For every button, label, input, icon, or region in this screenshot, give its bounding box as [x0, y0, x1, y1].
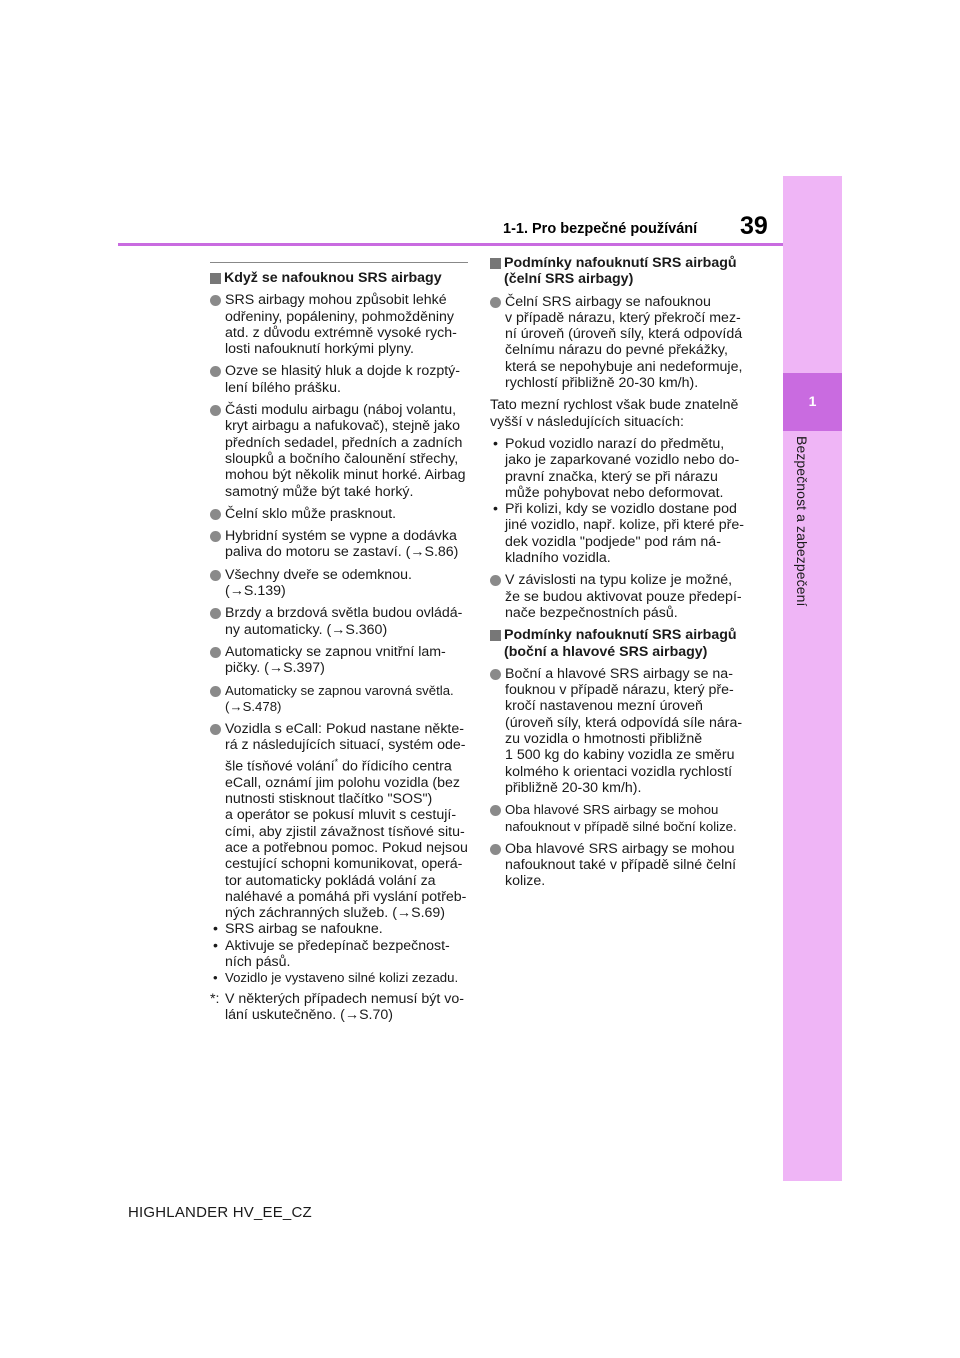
bullet-dot-icon: [210, 295, 221, 306]
bullet-dot-icon: [210, 509, 221, 520]
section-title: 1-1. Pro bezpečné používání: [503, 221, 698, 237]
header-rule: [118, 243, 783, 246]
square-bullet-icon: [210, 273, 221, 284]
bullet-dot-icon: [210, 531, 221, 542]
sub-item: • Při kolizi, kdy se vozidlo dostane pod jiné vozidlo, např. kolize, při které pře- dek vozidla "podjede" pod rám ná- kladního vozidla.: [493, 501, 744, 567]
square-bullet-icon: [490, 630, 501, 641]
footer-model: HIGHLANDER HV_EE_CZ: [128, 1204, 312, 1221]
footnote: *: V některých případech nemusí být vo- lání uskutečněno. (→S.70): [210, 990, 464, 1023]
left-column: [210, 270, 472, 1023]
bullet-dot-icon: [210, 686, 221, 697]
bullet-dot-icon: [210, 405, 221, 416]
bullet-dot-icon: [210, 570, 221, 581]
paragraph: Tato mezní rychlost však bude znatelně vyšší v následujících situacích:: [490, 397, 739, 430]
list-item: V závislosti na typu kolize je možné, že se budou aktivovat pouze předepí- nače bezpečnostních pásů.: [490, 572, 752, 621]
list-item: Všechny dveře se odemknou. (→S.139): [210, 567, 472, 600]
list-item: Ozve se hlasitý hluk a dojde k rozptý- lení bílého prášku.: [210, 363, 472, 396]
list-item: Boční a hlavové SRS airbagy se na- fouknou v případě nárazu, který pře- kročí nastavenou mezní úroveň (úroveň síly, která odpovídá síle nára- zu vozidla o hmotnosti přibližně 1 500 kg do kabiny vozidla ze směru kolmého k orientaci vozidla rychlostí přibližně 20-30 km/h).: [490, 666, 752, 796]
list-item-ecall: Vozidla s eCall: Pokud nastane někte- rá z následujících situací, systém ode- šle tísňové volání* do řídicího centra eCall, oznámí jim polohu vozidla (bez nutnosti stisknout tlačítko "SOS") a operátor se pokusí mluvit s cestují- cími, aby zjistil závažnost tísňové situ- ace a potřebnou pomoc. Pokud nejsou cestující schopni komunikovat, operá- tor automaticky pokládá volání za naléhavé a pomáhá při vyslání potřeb- ných záchranných služeb. (→S.69): [210, 721, 472, 921]
heading-text: Když se nafouknou SRS airbagy: [224, 270, 442, 286]
bullet-dot-icon: [490, 297, 501, 308]
bullet-dot-icon: [210, 647, 221, 658]
right-column: [490, 255, 752, 896]
list-item: SRS airbagy mohou způsobit lehké odřeniny, popáleniny, pohmožděniny atd. z důvodu extrémně vysoké rych- losti nafouknutí horkými plyny.: [210, 292, 472, 357]
list-item: Části modulu airbagu (náboj volantu, kryt airbagu a nafukovač), stejně jako předních sedadel, předních a zadních sloupků a bočního čalounění střechy, mohou být několik minut horké. Airbag samotný může být také horký.: [210, 402, 472, 500]
list-item: Čelní sklo může prasknout.: [210, 506, 472, 522]
sub-item: • Aktivuje se předepínač bezpečnost- ních pásů.: [213, 937, 450, 971]
square-bullet-icon: [490, 258, 501, 269]
chapter-label: Bezpečnost a zabezpečení: [794, 436, 810, 607]
section-heading: Podmínky nafouknutí SRS airbagů (boční a hlavové SRS airbagy): [490, 627, 752, 660]
chapter-side-tab: [783, 176, 842, 1181]
sub-item: • Vozidlo je vystaveno silné kolizi zezadu.: [213, 970, 459, 986]
list-item: Hybridní systém se vypne a dodávka paliva do motoru se zastaví. (→S.86): [210, 528, 472, 561]
page-number: 39: [740, 212, 768, 240]
section-heading: Podmínky nafouknutí SRS airbagů (čelní SRS airbagy): [490, 255, 752, 288]
list-item: Oba hlavové SRS airbagy se mohou nafouknout v případě silné boční kolize.: [490, 802, 752, 835]
bullet-dot-icon: [490, 669, 501, 680]
list-item: Oba hlavové SRS airbagy se mohou nafouknout také v případě silné čelní kolize.: [490, 841, 752, 890]
bullet-dot-icon: [210, 724, 221, 735]
chapter-number: 1: [808, 393, 817, 409]
list-item: Automaticky se zapnou vnitřní lam- pičky. (→S.397): [210, 644, 472, 677]
sub-item: • Pokud vozidlo narazí do předmětu, jako je zaparkované vozidlo nebo do- pravní značka, který se při nárazu může pohybovat nebo deformovat.: [493, 435, 740, 501]
footnote-marker: *: [334, 756, 339, 767]
list-item: Automaticky se zapnou varovná světla. (→S.478): [210, 683, 472, 716]
section-heading: [210, 270, 472, 286]
bullet-dot-icon: [210, 366, 221, 377]
bullet-dot-icon: [490, 805, 501, 816]
sub-item: • SRS airbag se nafoukne.: [213, 921, 383, 938]
bullet-dot-icon: [210, 608, 221, 619]
footnote-marker: *:: [210, 990, 220, 1007]
column-rule: [210, 262, 468, 263]
list-item: Brzdy a brzdová světla budou ovládá- ny automaticky. (→S.360): [210, 605, 472, 638]
bullet-dot-icon: [490, 575, 501, 586]
list-item: Čelní SRS airbagy se nafouknou v případě nárazu, který překročí mez- ní úroveň (úroveň síly, která odpovídá čelnímu nárazu do pevné překážky, která se nepohybuje ani nedeformuje, rychlostí přibližně 20-30 km/h).: [490, 294, 752, 392]
bullet-dot-icon: [490, 844, 501, 855]
